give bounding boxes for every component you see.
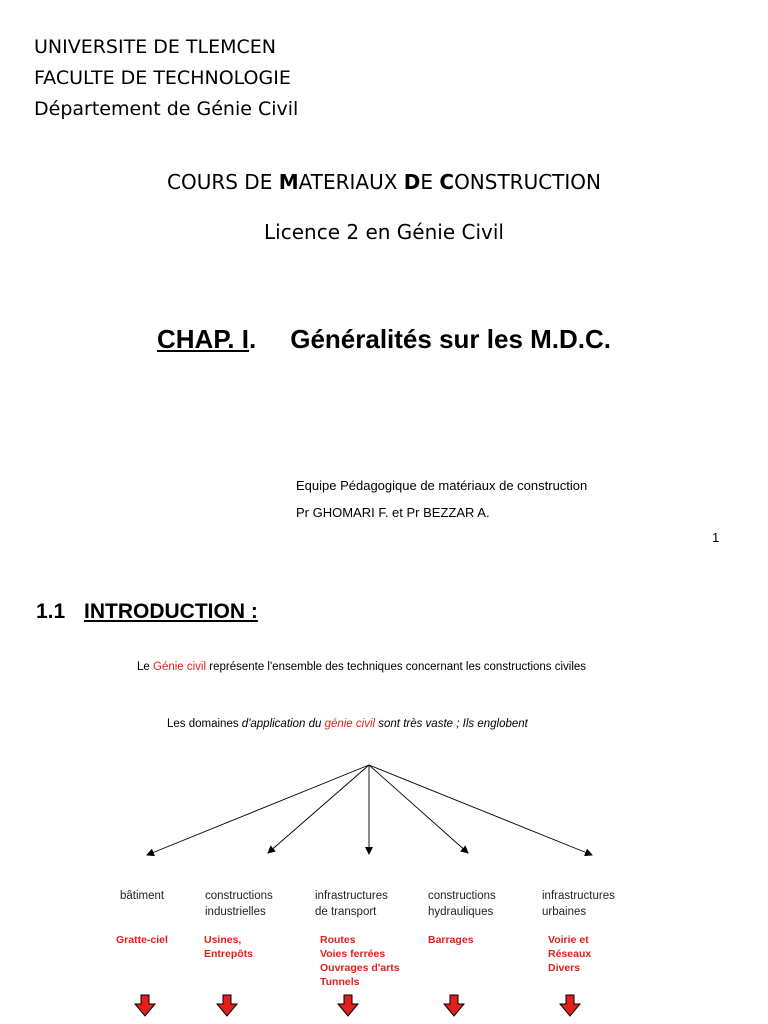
down-arrow-icon (444, 995, 464, 1016)
course-title-initial: M (278, 170, 299, 194)
example-item: Tunnels (320, 976, 360, 988)
example-item: Routes (320, 934, 356, 946)
examples-industrielles (204, 933, 253, 961)
category-label: constructions (205, 890, 273, 902)
category-label: de transport (315, 906, 377, 918)
course-title-part: ATERIAUX (298, 170, 404, 194)
example-item: Voirie et (548, 934, 589, 946)
category-constructions-industrielles (205, 888, 273, 920)
department-name: Département de Génie Civil (34, 98, 299, 120)
example-item: Usines, (204, 934, 242, 946)
highlight-genie-civil: Génie civil (153, 661, 207, 673)
example-item: Barrages (428, 934, 474, 946)
chapter-number-dot: . (248, 324, 257, 354)
page-number: 1 (712, 530, 720, 545)
highlight-genie-civil: génie civil (324, 718, 376, 730)
branch-arrow (268, 765, 369, 853)
university-name: UNIVERSITE DE TLEMCEN (34, 36, 276, 58)
course-title-part: ONSTRUCTION (454, 170, 601, 194)
category-label: industrielles (205, 906, 266, 918)
chapter-title: Généralités sur les M.D.C. (290, 324, 612, 354)
branch-arrow (369, 765, 468, 853)
example-item: Divers (548, 962, 581, 974)
category-label: bâtiment (120, 890, 165, 902)
intro-text: représente l'ensemble des techniques concernant les constructions civiles (206, 661, 587, 673)
branch-arrow (369, 765, 592, 855)
category-label: infrastructures (315, 890, 388, 902)
team-name: Equipe Pédagogique de matériaux de construction (296, 478, 588, 493)
course-title-part: E (420, 170, 440, 194)
example-item: Ouvrages d'arts (320, 962, 400, 974)
team-members: Pr GHOMARI F. et Pr BEZZAR A. (296, 505, 490, 520)
domains-text: Les domaines (167, 718, 242, 730)
domains-text-italic: d'application du (241, 718, 325, 730)
examples-batiment (116, 933, 168, 947)
examples-transport (320, 933, 400, 989)
category-batiment (120, 888, 164, 904)
category-infrastructures-transport (315, 888, 388, 920)
section-number: 1.1 (36, 600, 66, 623)
example-item: Gratte-ciel (116, 934, 168, 946)
example-item: Réseaux (548, 948, 592, 960)
faculty-name: FACULTE DE TECHNOLOGIE (34, 67, 291, 89)
example-item: Entrepôts (204, 948, 254, 960)
category-label: constructions (428, 890, 496, 902)
section-title: INTRODUCTION : (84, 600, 258, 623)
category-infrastructures-urbaines (542, 888, 615, 920)
chapter-number: CHAP. I (156, 324, 249, 354)
category-label: infrastructures (542, 890, 615, 902)
examples-urbaines (548, 933, 591, 975)
course-title-initial: D (403, 170, 421, 194)
down-arrow-icon (217, 995, 237, 1016)
example-item: Voies ferrées (320, 948, 386, 960)
domains-text-italic: sont très vaste ; Ils englobent (375, 718, 528, 730)
examples-hydrauliques (428, 933, 474, 947)
category-label: urbaines (542, 906, 587, 918)
down-arrow-icon (338, 995, 358, 1016)
down-arrow-icon (135, 995, 155, 1016)
intro-text: Le (137, 661, 153, 673)
category-label: hydrauliques (428, 906, 494, 918)
course-title-part: COURS DE (167, 170, 279, 194)
branch-arrow (147, 765, 369, 855)
course-title-initial: C (439, 170, 455, 194)
licence-level: Licence 2 en Génie Civil (264, 220, 504, 244)
category-constructions-hydrauliques (428, 888, 496, 920)
down-arrow-icon (560, 995, 580, 1016)
